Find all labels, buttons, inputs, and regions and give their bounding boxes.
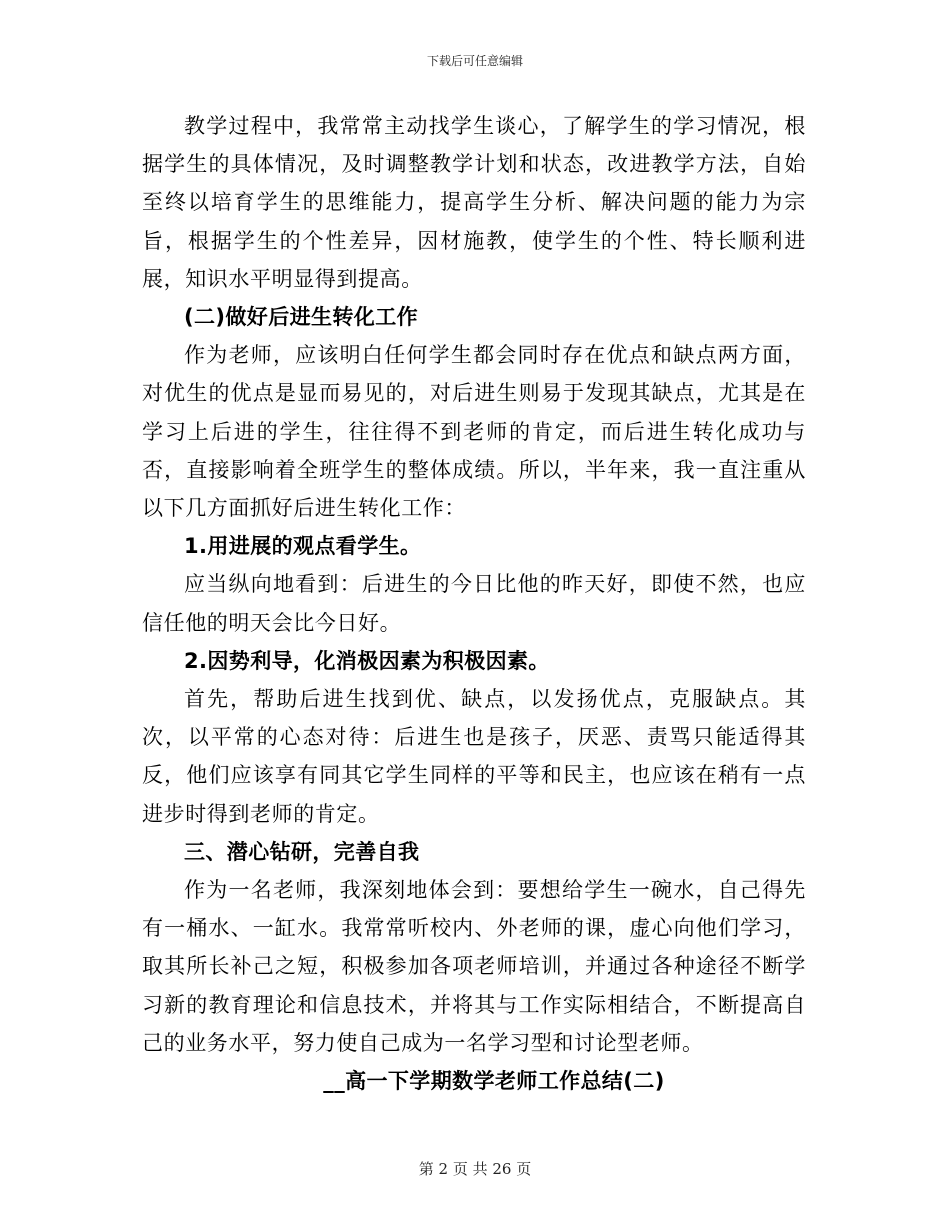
body-paragraph: 首先，帮助后进生找到优、缺点，以发扬优点，克服缺点。其次，以平常的心态对待：后进生也是孩子，厌恶、责骂只能适得其反，他们应该享有同其它学生同样的平等和民主，也应该在稍有一点进步时得到老师的肯定。 [142, 687, 806, 826]
body-paragraph: 作为老师，应该明白任何学生都会同时存在优点和缺点两方面，对优生的优点是显而易见的，对后进生则易于发现其缺点，尤其是在学习上后进的学生，往往得不到老师的肯定，而后进生转化成功与否，直接影响着全班学生的整体成绩。所以，半年来，我一直注重从以下几方面抓好后进生转化工作： [142, 343, 806, 521]
page-footer: 第 2 页 共 26 页 [418, 1160, 532, 1178]
subsection-heading: 1.用进展的观点看学生。 [184, 534, 422, 559]
document-title: __高一下学期数学老师工作总结(二) [323, 1069, 665, 1094]
subsection-heading: 2.因势利导，化消极因素为积极因素。 [184, 648, 550, 673]
document-body [142, 107, 806, 1100]
section-heading: 三、潜心钻研，完善自我 [184, 839, 420, 864]
page-header: 下载后可任意编辑 [426, 54, 523, 68]
section-heading: (二)做好后进生转化工作 [184, 305, 418, 330]
body-paragraph: 作为一名老师，我深刻地体会到：要想给学生一碗水，自己得先有一桶水、一缸水。我常常听校内、外老师的课，虚心向他们学习，取其所长补己之短，积极参加各项老师培训，并通过各种途径不断学习新的教育理论和信息技术，并将其与工作实际相结合，不断提高自己的业务水平，努力使自己成为一名学习型和讨论型老师。 [142, 878, 806, 1055]
body-paragraph: 应当纵向地看到：后进生的今日比他的昨天好，即使不然，也应信任他的明天会比今日好。 [142, 572, 806, 635]
body-paragraph: 教学过程中，我常常主动找学生谈心，了解学生的学习情况，根据学生的具体情况，及时调整教学计划和状态，改进教学方法，自始至终以培育学生的思维能力，提高学生分析、解决问题的能力为宗旨，根据学生的个性差异，因材施教，使学生的个性、特长顺利进展，知识水平明显得到提高。 [142, 114, 806, 291]
